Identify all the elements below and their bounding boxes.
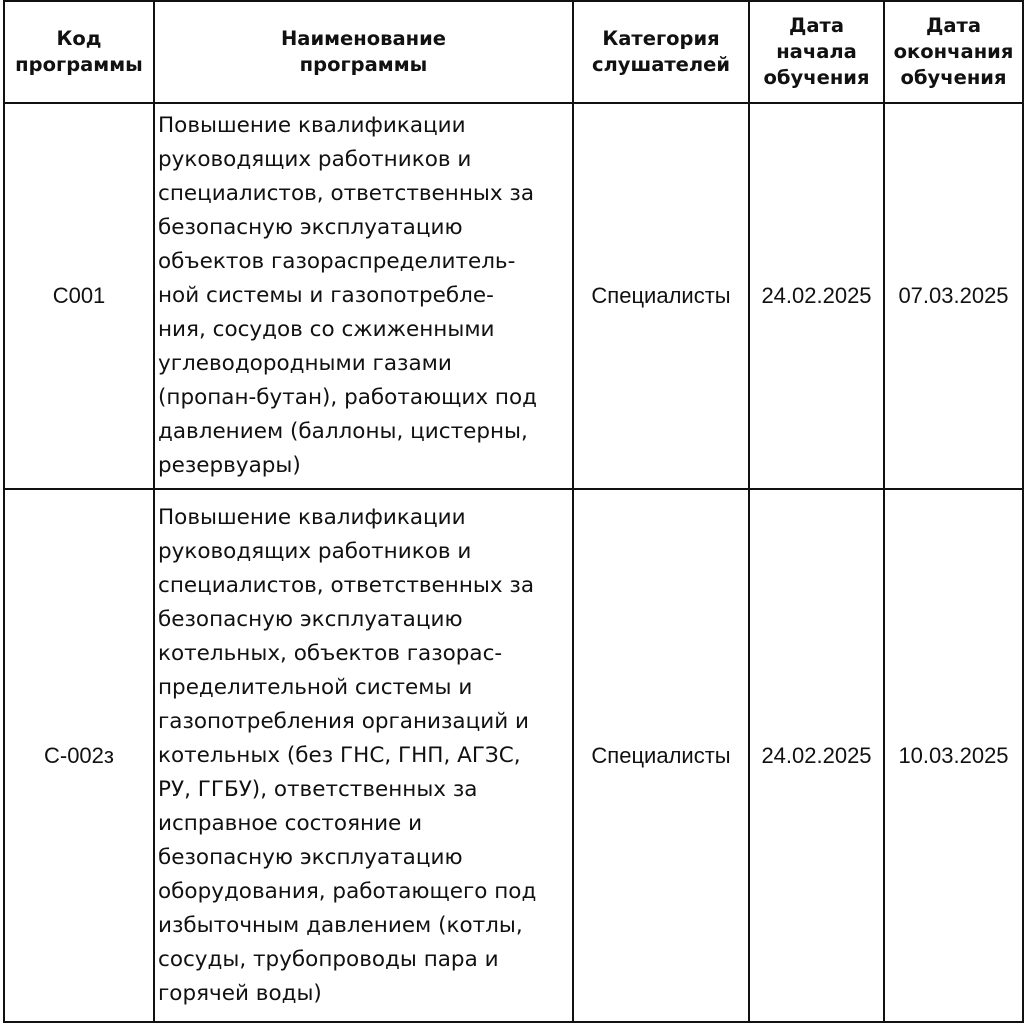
- header-end-date: Дата окончания обучения: [884, 1, 1023, 103]
- table-header-row: [4, 1, 1023, 103]
- header-start-date: Дата начала обучения: [749, 1, 884, 103]
- table-row: [4, 103, 1023, 489]
- header-listener-category: Категория слушателей: [573, 1, 749, 103]
- header-program-code: Код программы: [4, 1, 154, 103]
- header-program-name: Наименование программы: [154, 1, 573, 103]
- listener-category-cell: Специалисты: [573, 489, 749, 1022]
- table-row: [4, 489, 1023, 1022]
- program-schedule-table: [3, 0, 1024, 1023]
- end-date-cell: 07.03.2025: [884, 103, 1023, 489]
- program-code-cell: С001: [4, 103, 154, 489]
- program-code-cell: С-002з: [4, 489, 154, 1022]
- end-date-cell: 10.03.2025: [884, 489, 1023, 1022]
- program-name-cell: Повышение квалификации руководящих работников и специалистов, ответственных за безопасную эксплуатацию объектов газораспределитель- ной системы и газопотребле- ния, сосудов со сжиженными углеводородными газами (пропан-бутан), работающих под давлением (баллоны, цистерны, резервуары): [154, 103, 573, 489]
- listener-category-cell: Специалисты: [573, 103, 749, 489]
- start-date-cell: 24.02.2025: [749, 103, 884, 489]
- start-date-cell: 24.02.2025: [749, 489, 884, 1022]
- program-name-cell: Повышение квалификации руководящих работников и специалистов, ответственных за безопасную эксплуатацию котельных, объектов газорас- пределительной системы и газопотребления организаций и котельных (без ГНС, ГНП, АГЗС, РУ, ГГБУ), ответственных за исправное состояние и безопасную эксплуатацию оборудования, работающего под избыточным давлением (котлы, сосуды, трубопроводы пара и горячей воды): [154, 489, 573, 1022]
